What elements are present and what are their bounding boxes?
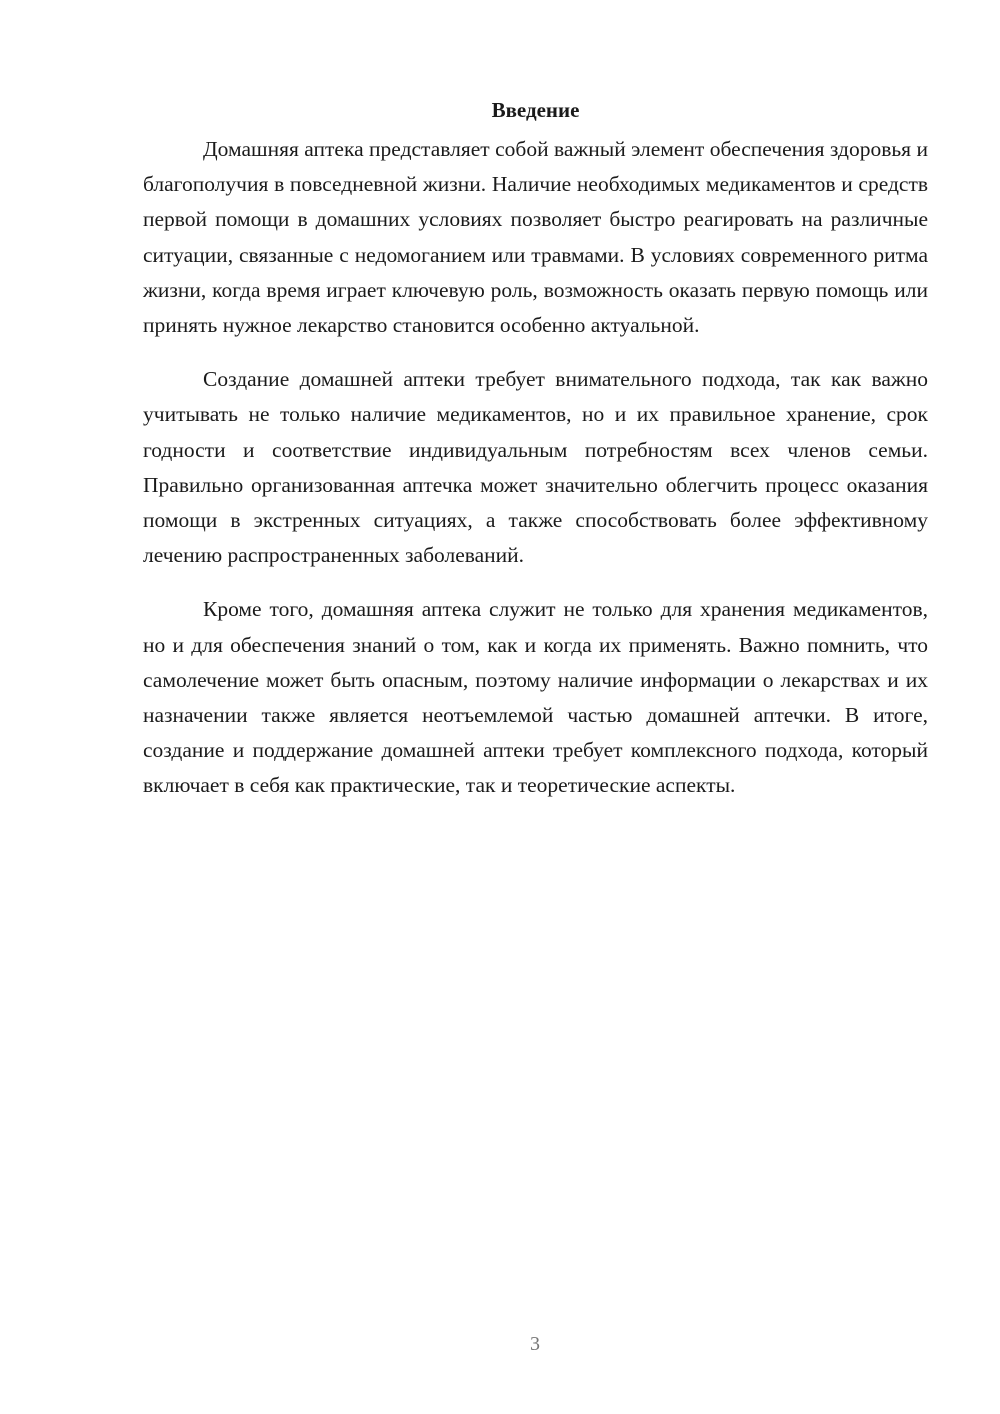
paragraph-3: Кроме того, домашняя аптека служит не только для хранения медикаментов, но и для обеспечения знаний о том, как и когда их применять. Важно помнить, что самолечение может быть опасным, поэтому наличие информации о лекарствах и их назначении также является неотъемлемой частью домашней аптечки. В итоге, создание и поддержание домашней аптеки требует комплексного подхода, который включает в себя как практические, так и теоретические аспекты. <box>143 597 928 798</box>
section-title: Введение <box>491 98 580 122</box>
paragraph-1: Домашняя аптека представляет собой важный элемент обеспечения здоровья и благополучия в повседневной жизни. Наличие необходимых медикаментов и средств первой помощи в домашних условиях позволяет быстро реагировать на различные ситуации, связанные с недомоганием или травмами. В условиях современного ритма жизни, когда время играет ключевую роль, возможность оказать первую помощь или принять нужное лекарство становится особенно актуальной. <box>143 137 928 338</box>
page-content <box>143 92 928 823</box>
page-number: 3 <box>530 1333 540 1355</box>
paragraph-2: Создание домашней аптеки требует внимательного подхода, так как важно учитывать не только наличие медикаментов, но и их правильное хранение, срок годности и соответствие индивидуальным потребностям всех членов семьи. Правильно организованная аптечка может значительно облегчить процесс оказания помощи в экстренных ситуациях, а также способствовать более эффективному лечению распространенных заболеваний. <box>143 367 928 568</box>
